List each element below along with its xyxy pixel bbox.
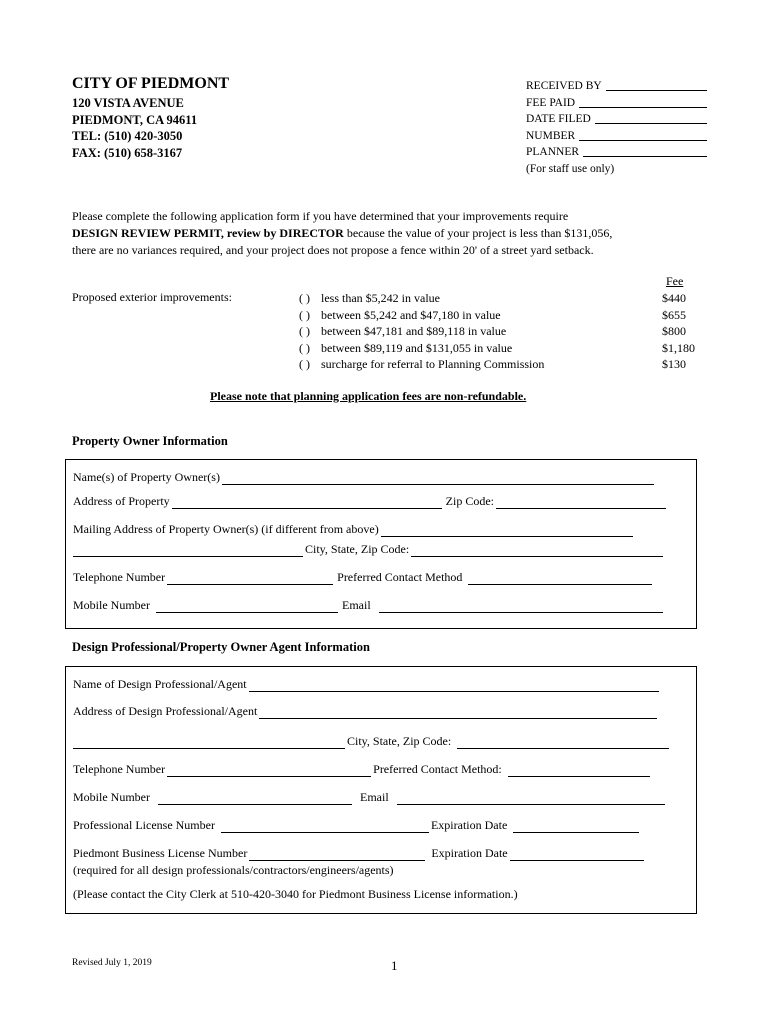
owner-phone-field: Telephone Number Preferred Contact Method bbox=[73, 570, 654, 585]
fee-column bbox=[662, 290, 695, 373]
fee-value: $655 bbox=[662, 307, 686, 322]
improvements-label: Proposed exterior improvements: bbox=[72, 290, 232, 304]
owner-mobile-field: Mobile Number Email bbox=[73, 598, 665, 613]
owner-phone-input[interactable] bbox=[167, 572, 333, 585]
business-license-input[interactable] bbox=[249, 848, 425, 861]
owner-name-field: Name(s) of Property Owner(s) bbox=[73, 470, 656, 485]
staff-field-number: NUMBER bbox=[526, 128, 707, 145]
agent-section-heading: Design Professional/Property Owner Agent Information bbox=[72, 640, 370, 654]
agent-phone-input[interactable] bbox=[167, 764, 371, 777]
agent-address-input[interactable] bbox=[259, 706, 657, 719]
clerk-note: (Please contact the City Clerk at 510-420-3040 for Piedmont Business License information.) bbox=[73, 887, 518, 901]
fee-value: $1,180 bbox=[662, 340, 695, 355]
fax-line: FAX: (510) 658-3167 bbox=[72, 145, 183, 160]
intro-paragraph bbox=[72, 208, 712, 259]
mailing-address-input-2[interactable] bbox=[73, 544, 303, 557]
business-expiration-input[interactable] bbox=[510, 848, 644, 861]
property-address-input[interactable] bbox=[172, 496, 442, 509]
option-row[interactable]: ( ) less than $5,242 in value bbox=[299, 291, 440, 305]
staff-field-planner: PLANNER bbox=[526, 144, 707, 161]
phone-line: TEL: (510) 420-3050 bbox=[72, 129, 183, 143]
staff-note: (For staff use only) bbox=[526, 162, 615, 175]
revised-date: Revised July 1, 2019 bbox=[72, 958, 152, 968]
fee-header: Fee bbox=[666, 274, 684, 288]
intro-line: Please complete the following application form if you have determined that your improvements require bbox=[72, 209, 569, 223]
agent-info-box bbox=[65, 666, 697, 914]
agent-mobile-field: Mobile Number Email bbox=[73, 790, 667, 805]
agent-email-input[interactable] bbox=[397, 792, 665, 805]
fee-value: $800 bbox=[662, 324, 686, 338]
owner-city-input[interactable] bbox=[411, 544, 663, 557]
fee-value: $130 bbox=[662, 357, 686, 371]
agent-mobile-input[interactable] bbox=[158, 792, 352, 805]
property-address-field: Address of Property Zip Code: bbox=[73, 494, 668, 509]
license-field: Professional License Number Expiration Date bbox=[73, 818, 641, 833]
staff-line[interactable] bbox=[595, 111, 707, 124]
owner-city-field: City, State, Zip Code: bbox=[73, 542, 665, 557]
owner-contact-input[interactable] bbox=[468, 572, 652, 585]
option-row[interactable]: ( ) surcharge for referral to Planning Commission bbox=[299, 357, 545, 371]
staff-line[interactable] bbox=[579, 95, 707, 108]
address-line: PIEDMONT, CA 94611 bbox=[72, 112, 198, 127]
required-note: (required for all design professionals/contractors/engineers/agents) bbox=[73, 863, 394, 877]
agent-address-input-2[interactable] bbox=[73, 736, 345, 749]
option-row[interactable]: ( ) between $47,181 and $89,118 in value bbox=[299, 324, 507, 338]
city-address bbox=[72, 95, 197, 161]
staff-line[interactable] bbox=[583, 144, 707, 157]
mailing-address-input[interactable] bbox=[381, 524, 633, 537]
staff-line[interactable] bbox=[579, 128, 707, 141]
agent-name-input[interactable] bbox=[249, 679, 659, 692]
page-number: 1 bbox=[391, 958, 398, 973]
owner-mobile-input[interactable] bbox=[156, 600, 338, 613]
owner-info-box bbox=[65, 459, 697, 629]
address-line: 120 VISTA AVENUE bbox=[72, 96, 184, 110]
option-row[interactable]: ( ) between $89,119 and $131,055 in value bbox=[299, 340, 513, 355]
non-refundable-notice: Please note that planning application fees are non-refundable. bbox=[210, 389, 527, 403]
staff-field-date: DATE FILED bbox=[526, 111, 707, 128]
improvement-options bbox=[299, 290, 544, 373]
option-row[interactable]: ( ) between $5,242 and $47,180 in value bbox=[299, 307, 501, 322]
city-title: CITY OF PIEDMONT bbox=[72, 75, 230, 92]
intro-line: DESIGN REVIEW PERMIT, review by DIRECTOR because the value of your project is less than $131,056, bbox=[72, 226, 613, 240]
staff-field-fee: FEE PAID bbox=[526, 95, 707, 112]
agent-city-field: City, State, Zip Code: bbox=[73, 734, 671, 749]
license-expiration-input[interactable] bbox=[513, 820, 639, 833]
permit-type: DESIGN REVIEW PERMIT, review by DIRECTOR bbox=[72, 226, 344, 240]
agent-address-field: Address of Design Professional/Agent bbox=[73, 704, 659, 719]
fee-value: $440 bbox=[662, 291, 686, 305]
license-input[interactable] bbox=[221, 820, 429, 833]
owner-email-input[interactable] bbox=[379, 600, 663, 613]
business-license-field: Piedmont Business License Number Expiration Date bbox=[73, 846, 646, 861]
staff-line[interactable] bbox=[606, 78, 707, 91]
owner-name-input[interactable] bbox=[222, 472, 654, 485]
staff-field-received: RECEIVED BY bbox=[526, 78, 707, 95]
intro-line: there are no variances required, and your project does not propose a fence within 20' of a street yard setback. bbox=[72, 243, 594, 257]
mailing-address-field: Mailing Address of Property Owner(s) (if different from above) bbox=[73, 522, 635, 537]
staff-use-block bbox=[526, 78, 707, 177]
agent-phone-field: Telephone Number Preferred Contact Method: bbox=[73, 762, 652, 777]
agent-city-input[interactable] bbox=[457, 736, 669, 749]
agent-contact-input[interactable] bbox=[508, 764, 650, 777]
owner-section-heading: Property Owner Information bbox=[72, 434, 228, 448]
zip-input[interactable] bbox=[496, 496, 666, 509]
agent-name-field: Name of Design Professional/Agent bbox=[73, 677, 661, 692]
